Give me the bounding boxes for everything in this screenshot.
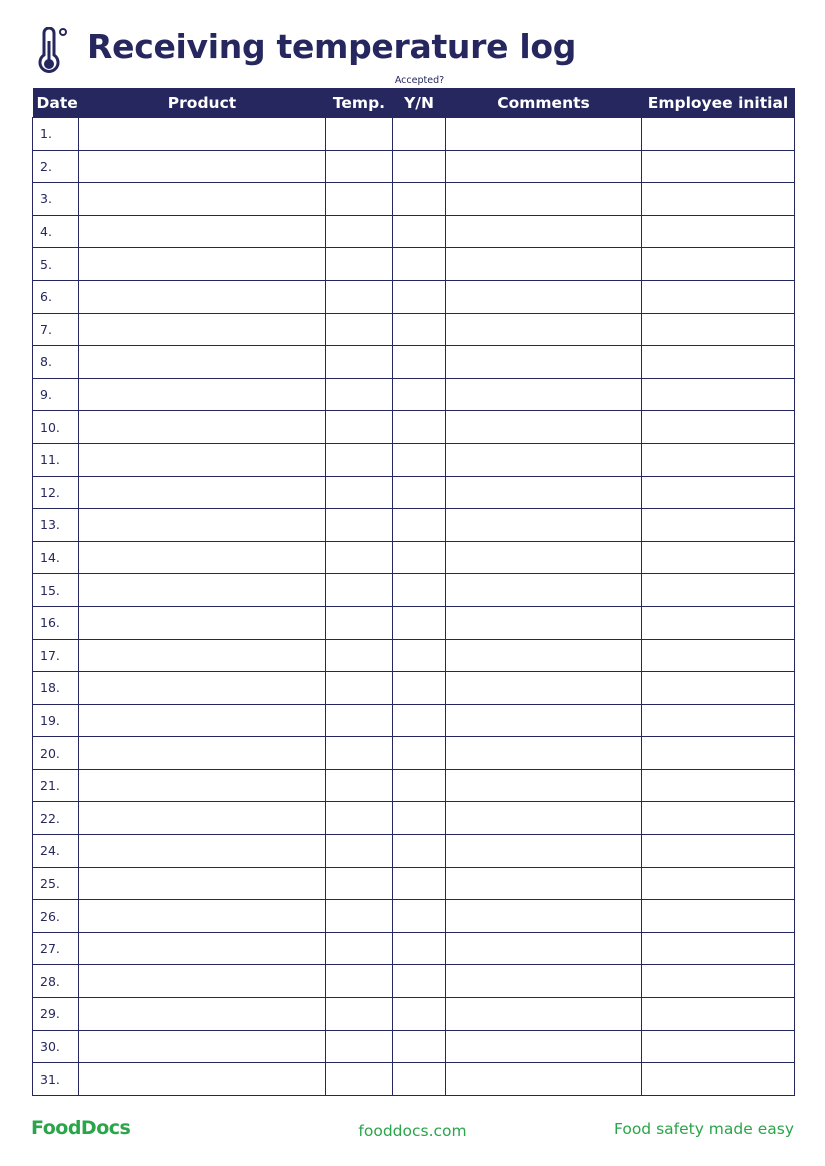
table-row [33, 378, 795, 411]
comments-cell[interactable] [446, 639, 642, 672]
table-row [33, 998, 795, 1031]
product-cell[interactable] [79, 672, 326, 705]
row-number: 15. [33, 574, 79, 607]
accepted-cell[interactable] [393, 900, 446, 933]
temp-cell[interactable] [326, 900, 393, 933]
row-number: 25. [33, 867, 79, 900]
page-title: Receiving temperature log [87, 27, 577, 66]
table-row [33, 118, 795, 151]
accepted-cell[interactable] [393, 932, 446, 965]
row-number: 2. [33, 150, 79, 183]
row-number: 12. [33, 476, 79, 509]
accepted-cell[interactable] [393, 606, 446, 639]
table-row [33, 867, 795, 900]
row-number: 19. [33, 704, 79, 737]
employee-initial-cell[interactable] [642, 704, 795, 737]
comments-cell[interactable] [446, 1063, 642, 1096]
table-row [33, 737, 795, 770]
column-header-accepted: Y/N [393, 88, 446, 118]
accepted-cell[interactable] [393, 248, 446, 281]
temp-cell[interactable] [326, 443, 393, 476]
comments-cell[interactable] [446, 606, 642, 639]
temp-cell[interactable] [326, 704, 393, 737]
product-cell[interactable] [79, 1030, 326, 1063]
accepted-cell[interactable] [393, 802, 446, 835]
accepted-cell[interactable] [393, 574, 446, 607]
row-number: 10. [33, 411, 79, 444]
product-cell[interactable] [79, 215, 326, 248]
table-row [33, 411, 795, 444]
comments-cell[interactable] [446, 411, 642, 444]
table-row [33, 965, 795, 998]
table-row [33, 346, 795, 379]
comments-cell[interactable] [446, 672, 642, 705]
row-number: 14. [33, 541, 79, 574]
temp-cell[interactable] [326, 867, 393, 900]
column-header-temp: Temp. [326, 88, 393, 118]
employee-initial-cell[interactable] [642, 476, 795, 509]
table-row [33, 835, 795, 868]
accepted-cell[interactable] [393, 118, 446, 151]
accepted-cell[interactable] [393, 150, 446, 183]
product-cell[interactable] [79, 998, 326, 1031]
temp-cell[interactable] [326, 639, 393, 672]
row-number: 30. [33, 1030, 79, 1063]
table-row [33, 215, 795, 248]
temp-cell[interactable] [326, 1030, 393, 1063]
table-row [33, 248, 795, 281]
comments-cell[interactable] [446, 1030, 642, 1063]
row-number: 7. [33, 313, 79, 346]
temp-cell[interactable] [326, 346, 393, 379]
temp-cell[interactable] [326, 998, 393, 1031]
row-number: 5. [33, 248, 79, 281]
product-cell[interactable] [79, 541, 326, 574]
accepted-cell[interactable] [393, 704, 446, 737]
accepted-cell[interactable] [393, 313, 446, 346]
row-number: 4. [33, 215, 79, 248]
row-number: 9. [33, 378, 79, 411]
temp-cell[interactable] [326, 574, 393, 607]
accepted-cell[interactable] [393, 215, 446, 248]
accepted-cell[interactable] [393, 965, 446, 998]
accepted-cell[interactable] [393, 639, 446, 672]
product-cell[interactable] [79, 1063, 326, 1096]
table-row [33, 313, 795, 346]
product-cell[interactable] [79, 346, 326, 379]
product-cell[interactable] [79, 443, 326, 476]
table-row [33, 932, 795, 965]
row-number: 20. [33, 737, 79, 770]
employee-initial-cell[interactable] [642, 574, 795, 607]
product-cell[interactable] [79, 639, 326, 672]
fooddocs-logo: FoodDocs [31, 1117, 131, 1139]
row-number: 24. [33, 835, 79, 868]
table-row [33, 1063, 795, 1096]
product-cell[interactable] [79, 606, 326, 639]
product-cell[interactable] [79, 867, 326, 900]
temp-cell[interactable] [326, 737, 393, 770]
comments-cell[interactable] [446, 965, 642, 998]
row-number: 13. [33, 509, 79, 542]
thermometer-icon [36, 27, 70, 77]
row-number: 8. [33, 346, 79, 379]
temp-cell[interactable] [326, 606, 393, 639]
table-row [33, 574, 795, 607]
product-cell[interactable] [79, 280, 326, 313]
row-number: 1. [33, 118, 79, 151]
employee-initial-cell[interactable] [642, 965, 795, 998]
accepted-cell[interactable] [393, 509, 446, 542]
table-row [33, 606, 795, 639]
footer-tagline: Food safety made easy [613, 1120, 794, 1138]
comments-cell[interactable] [446, 541, 642, 574]
product-cell[interactable] [79, 509, 326, 542]
temp-cell[interactable] [326, 509, 393, 542]
employee-initial-cell[interactable] [642, 802, 795, 835]
temp-cell[interactable] [326, 183, 393, 216]
temp-cell[interactable] [326, 150, 393, 183]
row-number: 16. [33, 606, 79, 639]
employee-initial-cell[interactable] [642, 672, 795, 705]
employee-initial-cell[interactable] [642, 183, 795, 216]
accepted-cell[interactable] [393, 411, 446, 444]
row-number: 11. [33, 443, 79, 476]
employee-initial-cell[interactable] [642, 1063, 795, 1096]
row-number: 26. [33, 900, 79, 933]
employee-initial-cell[interactable] [642, 932, 795, 965]
employee-initial-cell[interactable] [642, 769, 795, 802]
row-number: 31. [33, 1063, 79, 1096]
accepted-cell[interactable] [393, 280, 446, 313]
row-number: 18. [33, 672, 79, 705]
employee-initial-cell[interactable] [642, 998, 795, 1031]
employee-initial-cell[interactable] [642, 378, 795, 411]
table-row [33, 704, 795, 737]
table-body [33, 118, 795, 1096]
column-header-employee-initial: Employee initial [642, 88, 795, 118]
temp-cell[interactable] [326, 476, 393, 509]
product-cell[interactable] [79, 574, 326, 607]
comments-cell[interactable] [446, 574, 642, 607]
employee-initial-cell[interactable] [642, 215, 795, 248]
comments-cell[interactable] [446, 150, 642, 183]
accepted-cell[interactable] [393, 378, 446, 411]
product-cell[interactable] [79, 378, 326, 411]
product-cell[interactable] [79, 118, 326, 151]
row-number: 22. [33, 802, 79, 835]
comments-cell[interactable] [446, 443, 642, 476]
temp-cell[interactable] [326, 378, 393, 411]
accepted-cell[interactable] [393, 541, 446, 574]
comments-cell[interactable] [446, 118, 642, 151]
temp-cell[interactable] [326, 835, 393, 868]
row-number: 6. [33, 280, 79, 313]
product-cell[interactable] [79, 150, 326, 183]
accepted-note: Accepted? [394, 75, 445, 86]
table-row [33, 443, 795, 476]
accepted-cell[interactable] [393, 1030, 446, 1063]
temp-cell[interactable] [326, 411, 393, 444]
temp-cell[interactable] [326, 313, 393, 346]
comments-cell[interactable] [446, 183, 642, 216]
product-cell[interactable] [79, 411, 326, 444]
product-cell[interactable] [79, 704, 326, 737]
comments-cell[interactable] [446, 378, 642, 411]
comments-cell[interactable] [446, 900, 642, 933]
accepted-cell[interactable] [393, 443, 446, 476]
comments-cell[interactable] [446, 802, 642, 835]
table-row [33, 672, 795, 705]
accepted-cell[interactable] [393, 867, 446, 900]
product-cell[interactable] [79, 248, 326, 281]
temp-cell[interactable] [326, 932, 393, 965]
comments-cell[interactable] [446, 998, 642, 1031]
table-row [33, 183, 795, 216]
comments-cell[interactable] [446, 509, 642, 542]
table-row [33, 150, 795, 183]
employee-initial-cell[interactable] [642, 346, 795, 379]
row-number: 29. [33, 998, 79, 1031]
product-cell[interactable] [79, 932, 326, 965]
table-row [33, 541, 795, 574]
employee-initial-cell[interactable] [642, 1030, 795, 1063]
employee-initial-cell[interactable] [642, 639, 795, 672]
table-row [33, 639, 795, 672]
product-cell[interactable] [79, 183, 326, 216]
comments-cell[interactable] [446, 867, 642, 900]
comments-cell[interactable] [446, 737, 642, 770]
temp-cell[interactable] [326, 118, 393, 151]
comments-cell[interactable] [446, 280, 642, 313]
temp-cell[interactable] [326, 802, 393, 835]
accepted-cell[interactable] [393, 346, 446, 379]
table-row [33, 476, 795, 509]
temperature-log-table [32, 88, 795, 1096]
employee-initial-cell[interactable] [642, 509, 795, 542]
table-row [33, 900, 795, 933]
employee-initial-cell[interactable] [642, 541, 795, 574]
column-header-date: Date [33, 88, 79, 118]
footer-website[interactable]: fooddocs.com [358, 1122, 467, 1140]
employee-initial-cell[interactable] [642, 313, 795, 346]
employee-initial-cell[interactable] [642, 835, 795, 868]
employee-initial-cell[interactable] [642, 443, 795, 476]
employee-initial-cell[interactable] [642, 118, 795, 151]
product-cell[interactable] [79, 313, 326, 346]
product-cell[interactable] [79, 476, 326, 509]
employee-initial-cell[interactable] [642, 900, 795, 933]
temp-cell[interactable] [326, 769, 393, 802]
temp-cell[interactable] [326, 248, 393, 281]
comments-cell[interactable] [446, 932, 642, 965]
employee-initial-cell[interactable] [642, 411, 795, 444]
comments-cell[interactable] [446, 476, 642, 509]
comments-cell[interactable] [446, 313, 642, 346]
table-row [33, 280, 795, 313]
comments-cell[interactable] [446, 769, 642, 802]
employee-initial-cell[interactable] [642, 150, 795, 183]
temp-cell[interactable] [326, 215, 393, 248]
accepted-cell[interactable] [393, 476, 446, 509]
table-row [33, 802, 795, 835]
product-cell[interactable] [79, 802, 326, 835]
product-cell[interactable] [79, 900, 326, 933]
employee-initial-cell[interactable] [642, 606, 795, 639]
row-number: 17. [33, 639, 79, 672]
accepted-cell[interactable] [393, 835, 446, 868]
accepted-cell[interactable] [393, 998, 446, 1031]
row-number: 3. [33, 183, 79, 216]
employee-initial-cell[interactable] [642, 280, 795, 313]
row-number: 28. [33, 965, 79, 998]
temp-cell[interactable] [326, 1063, 393, 1096]
column-header-comments: Comments [446, 88, 642, 118]
comments-cell[interactable] [446, 215, 642, 248]
accepted-cell[interactable] [393, 769, 446, 802]
comments-cell[interactable] [446, 346, 642, 379]
temp-cell[interactable] [326, 280, 393, 313]
comments-cell[interactable] [446, 835, 642, 868]
row-number: 21. [33, 769, 79, 802]
employee-initial-cell[interactable] [642, 867, 795, 900]
table-row [33, 1030, 795, 1063]
temp-cell[interactable] [326, 541, 393, 574]
table-row [33, 509, 795, 542]
temp-cell[interactable] [326, 965, 393, 998]
employee-initial-cell[interactable] [642, 737, 795, 770]
table-row [33, 769, 795, 802]
table-header-row [33, 88, 795, 118]
accepted-cell[interactable] [393, 183, 446, 216]
product-cell[interactable] [79, 835, 326, 868]
accepted-cell[interactable] [393, 737, 446, 770]
comments-cell[interactable] [446, 704, 642, 737]
product-cell[interactable] [79, 769, 326, 802]
column-header-product: Product [79, 88, 326, 118]
employee-initial-cell[interactable] [642, 248, 795, 281]
row-number: 27. [33, 932, 79, 965]
comments-cell[interactable] [446, 248, 642, 281]
accepted-cell[interactable] [393, 1063, 446, 1096]
accepted-cell[interactable] [393, 672, 446, 705]
product-cell[interactable] [79, 965, 326, 998]
product-cell[interactable] [79, 737, 326, 770]
temp-cell[interactable] [326, 672, 393, 705]
